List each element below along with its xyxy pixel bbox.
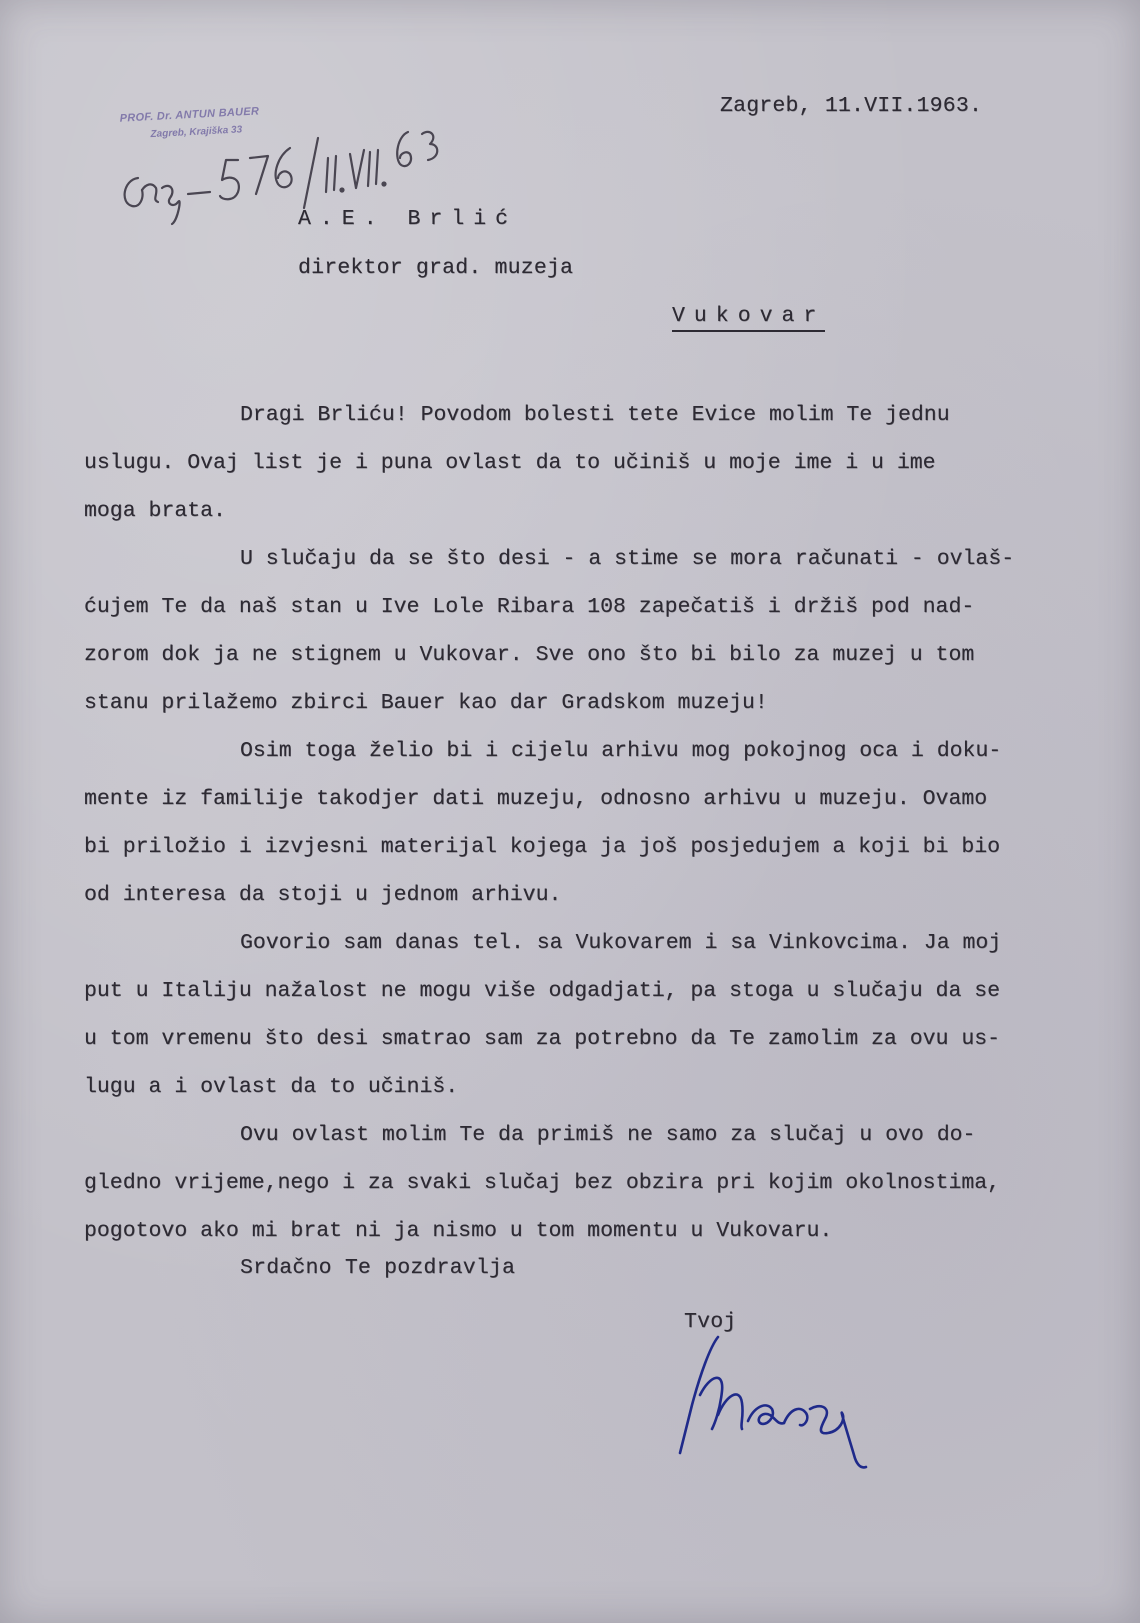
letter-date: Zagreb, 11.VII.1963. (720, 94, 983, 118)
body-line: U slučaju da se što desi - a stime se mora računati - ovlaš- (240, 547, 1015, 571)
body-line: uslugu. Ovaj list je i puna ovlast da to učiniš u moje ime i u ime (84, 451, 936, 475)
body-line: od interesa da stoji u jednom arhivu. (84, 883, 562, 907)
body-line: pogotovo ako mi brat ni ja nismo u tom momentu u Vukovaru. (84, 1219, 833, 1243)
body-line: u tom vremenu što desi smatrao sam za potrebno da Te zamolim za ovu us- (84, 1027, 1001, 1051)
closing-line: Srdačno Te pozdravlja (240, 1256, 516, 1280)
body-line: Dragi Brliću! Povodom bolesti tete Evice molim Te jednu (240, 403, 950, 427)
stamp-line-address: Zagreb, Krajiška 33 (150, 124, 243, 141)
body-line: Osim toga želio bi i cijelu arhivu mog pokojnog oca i doku- (240, 739, 1002, 763)
body-line: zorom dok ja ne stignem u Vukovar. Sve ono što bi bilo za muzej u tom (84, 643, 975, 667)
body-line: put u Italiju nažalost ne mogu više odgadjati, pa stoga u slučaju da se (84, 979, 1001, 1003)
handwritten-signature (670, 1325, 910, 1475)
recipient-name: A.E. Brlić (298, 207, 518, 231)
body-line: stanu prilažemo zbirci Bauer kao dar Gradskom muzeju! (84, 691, 768, 715)
valediction: Tvoj (684, 1310, 737, 1334)
stamp-line-name: PROF. Dr. ANTUN BAUER (119, 105, 260, 125)
body-line: gledno vrijeme,nego i za svaki slučaj bez obzira pri kojim okolnostima, (84, 1171, 1001, 1195)
recipient-city: Vukovar (672, 304, 825, 332)
body-line: lugu a i ovlast da to učiniš. (84, 1075, 459, 1099)
body-line: ćujem Te da naš stan u Ive Lole Ribara 108 zapečatiš i držiš pod nad- (84, 595, 975, 619)
body-line: bi priložio i izvjesni materijal kojega ja još posjedujem a koji bi bio (84, 835, 1001, 859)
body-line: Ovu ovlast molim Te da primiš ne samo za slučaj u ovo do- (240, 1123, 976, 1147)
body-line: mente iz familije takodjer dati muzeju, odnosno arhivu u muzeju. Ovamo (84, 787, 988, 811)
recipient-title: direktor grad. muzeja (298, 256, 574, 280)
body-line: moga brata. (84, 499, 226, 523)
body-line: Govorio sam danas tel. sa Vukovarem i sa Vinkovcima. Ja moj (240, 931, 1002, 955)
